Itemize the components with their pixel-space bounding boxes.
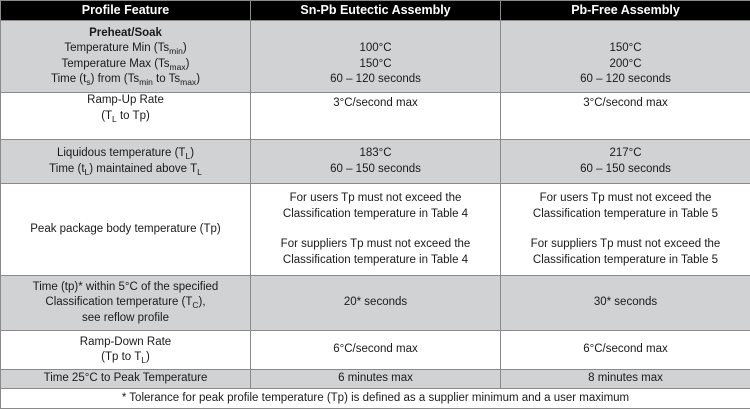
peak-snpb-suppliers-2: Classification temperature in Table 4 <box>255 253 496 269</box>
peak-pbfree <box>501 184 750 276</box>
liquidous-snpb <box>251 140 501 184</box>
row-time-within <box>1 276 750 331</box>
peak-pbfree-users-1: For users Tp must not exceed the <box>505 191 746 207</box>
header-profile-feature: Profile Feature <box>1 1 251 21</box>
time-25-snpb: 6 minutes max <box>251 370 501 389</box>
liquidous-feature <box>1 140 251 184</box>
preheat-time-label: Time $(t_s)$ from ($Ts_{min}$ to $Ts_{max}$) <box>5 72 246 88</box>
time-within-line3: see reflow profile <box>5 311 246 327</box>
preheat-pbfree-max: 200°C <box>505 57 746 73</box>
ramp-down-snpb: 6°C/second max <box>251 331 501 370</box>
peak-snpb-suppliers-1: For suppliers Tp must not exceed the <box>255 237 496 253</box>
peak-pbfree-suppliers-2: Classification temperature in Table 5 <box>505 253 746 269</box>
peak-pbfree-users-2: Classification temperature in Table 5 <box>505 207 746 223</box>
ramp-down-sublabel: (Tp to $T_L$) <box>5 350 246 366</box>
footnote: * Tolerance for peak profile temperature (Tp) is defined as a supplier minimum and a user maximum <box>1 389 750 409</box>
header-pbfree: Pb-Free Assembly <box>501 1 750 21</box>
liquidous-temp-label: Liquidous temperature $(T_L)$ <box>5 146 246 162</box>
peak-snpb-users-2: Classification temperature in Table 4 <box>255 207 496 223</box>
liquidous-pbfree-time: 60 – 150 seconds <box>505 162 746 178</box>
ramp-down-pbfree: 6°C/second max <box>501 331 750 370</box>
liquidous-pbfree-temp: 217°C <box>505 146 746 162</box>
header-row <box>1 1 750 21</box>
ramp-up-pbfree: 3°C/second max <box>501 93 750 140</box>
preheat-feature <box>1 21 251 93</box>
time-25-pbfree: 8 minutes max <box>501 370 750 389</box>
preheat-temp-max-label: Temperature Max $(Ts_{max})$ <box>5 57 246 73</box>
ramp-up-label: Ramp-Up Rate <box>5 93 246 109</box>
time-within-feature <box>1 276 251 331</box>
liquidous-pbfree <box>501 140 750 184</box>
preheat-snpb <box>251 21 501 93</box>
row-preheat <box>1 21 750 93</box>
liquidous-snpb-temp: 183°C <box>255 146 496 162</box>
time-within-snpb: 20* seconds <box>251 276 501 331</box>
preheat-pbfree <box>501 21 750 93</box>
ramp-up-feature <box>1 93 251 140</box>
liquidous-time-label: Time $(t_L)$ maintained above $T_L$ <box>5 162 246 178</box>
ramp-down-feature <box>1 331 251 370</box>
preheat-snpb-min: 100°C <box>255 41 496 57</box>
time-within-line2: Classification temperature $(T_C)$, <box>5 295 246 311</box>
time-within-pbfree: 30* seconds <box>501 276 750 331</box>
header-snpb: Sn-Pb Eutectic Assembly <box>251 1 501 21</box>
peak-snpb-users-1: For users Tp must not exceed the <box>255 191 496 207</box>
preheat-pbfree-time: 60 – 120 seconds <box>505 72 746 88</box>
liquidous-snpb-time: 60 – 150 seconds <box>255 162 496 178</box>
row-peak <box>1 184 750 276</box>
preheat-pbfree-min: 150°C <box>505 41 746 57</box>
preheat-snpb-time: 60 – 120 seconds <box>255 72 496 88</box>
row-time-25 <box>1 370 750 389</box>
time-within-line1: Time (tp)* within 5°C of the specified <box>5 280 246 296</box>
row-ramp-up <box>1 93 750 140</box>
time-25-label: Time 25°C to Peak Temperature <box>1 370 251 389</box>
row-liquidous <box>1 140 750 184</box>
preheat-title: Preheat/Soak <box>5 26 246 42</box>
preheat-temp-min-label: Temperature Min $(Ts_{min})$ <box>5 41 246 57</box>
peak-label: Peak package body temperature (Tp) <box>1 184 251 276</box>
row-ramp-down <box>1 331 750 370</box>
ramp-down-label: Ramp-Down Rate <box>5 335 246 351</box>
ramp-up-sublabel: ($T_L$ to Tp) <box>5 109 246 125</box>
ramp-up-snpb: 3°C/second max <box>251 93 501 140</box>
preheat-snpb-max: 150°C <box>255 57 496 73</box>
peak-pbfree-suppliers-1: For suppliers Tp must not exceed the <box>505 237 746 253</box>
peak-snpb <box>251 184 501 276</box>
